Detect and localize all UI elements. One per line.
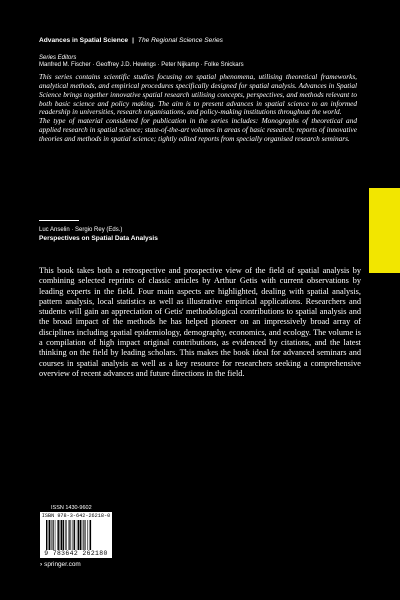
series-header <box>39 36 359 45</box>
series-subtitle: The Regional Science Series <box>137 37 223 44</box>
yellow-accent-tab <box>369 188 400 273</box>
publisher-url <box>40 561 81 569</box>
barcode-bars <box>46 520 106 550</box>
isbn-label: ISBN 978-3-642-26218-0 <box>41 513 111 519</box>
book-title: Perspectives on Spatial Data Analysis <box>39 235 158 242</box>
series-editors-label: Series Editors <box>39 55 77 61</box>
section-divider <box>39 220 79 221</box>
arrow-right-icon: › <box>40 561 43 568</box>
barcode <box>40 512 112 558</box>
publisher-url-text: springer.com <box>44 561 81 568</box>
series-name: Advances in Spatial Science <box>39 37 129 44</box>
series-description <box>39 73 357 144</box>
book-authors: Luc Anselin · Sergio Rey (Eds.) <box>39 227 123 233</box>
issn-label: ISSN 1430-9602 <box>51 505 92 511</box>
book-blurb: This book takes both a retrospective and prospective view of the field of spatial analysis by combining selected reprints of classic articles by Arthur Getis with current observations by leading experts in the field. Four main aspects are highlighted, dealing with spatial analysis, pattern analysis, local statistics as well as illustrative empirical applications. Researchers and students will gain an appreciation of Getis' methodological contributions to spatial analysis and the broad impact of the methods he has helped pioneer on an impressively broad array of disciplines including spatial epidemiology, demography, economics, and ecology. The volume is a compilation of high impact original contributions, as evidenced by citations, and the latest thinking on the field by leading scholars. This makes the book ideal for advanced seminars and courses in spatial analysis as well as a key resource for researchers seeking a comprehensive overview of recent advances and future directions in the field. <box>39 266 361 378</box>
series-material-paragraph: The type of material considered for publication in the series includes: Monographs of theoretical and applied research in spatial science; state-of-the-art volumes in areas of basic research; reports of innovative theories and methods in spatial science; tightly edited reports from specially organised research seminars. <box>39 116 357 143</box>
series-description-paragraph: This series contains scientific studies focusing on spatial phenomena, utilising theoretical frameworks, analytical methods, and empirical procedures specifically designed for spatial analysis. Advances in Spatial Science brings together innovative spatial research utilising concepts, perspectives, and methods relevant to both basic science and policy making. The aim is to present advances in spatial science to an informed readership in universities, research organisations, and policy-making institutions throughout the world. <box>39 72 357 117</box>
series-separator: | <box>132 37 134 44</box>
series-editors-names: Manfred M. Fischer · Geoffrey J.D. Hewings · Peter Nijkamp · Folke Snickars <box>39 62 244 68</box>
barcode-digits: 9 783642 262180 <box>44 550 108 557</box>
